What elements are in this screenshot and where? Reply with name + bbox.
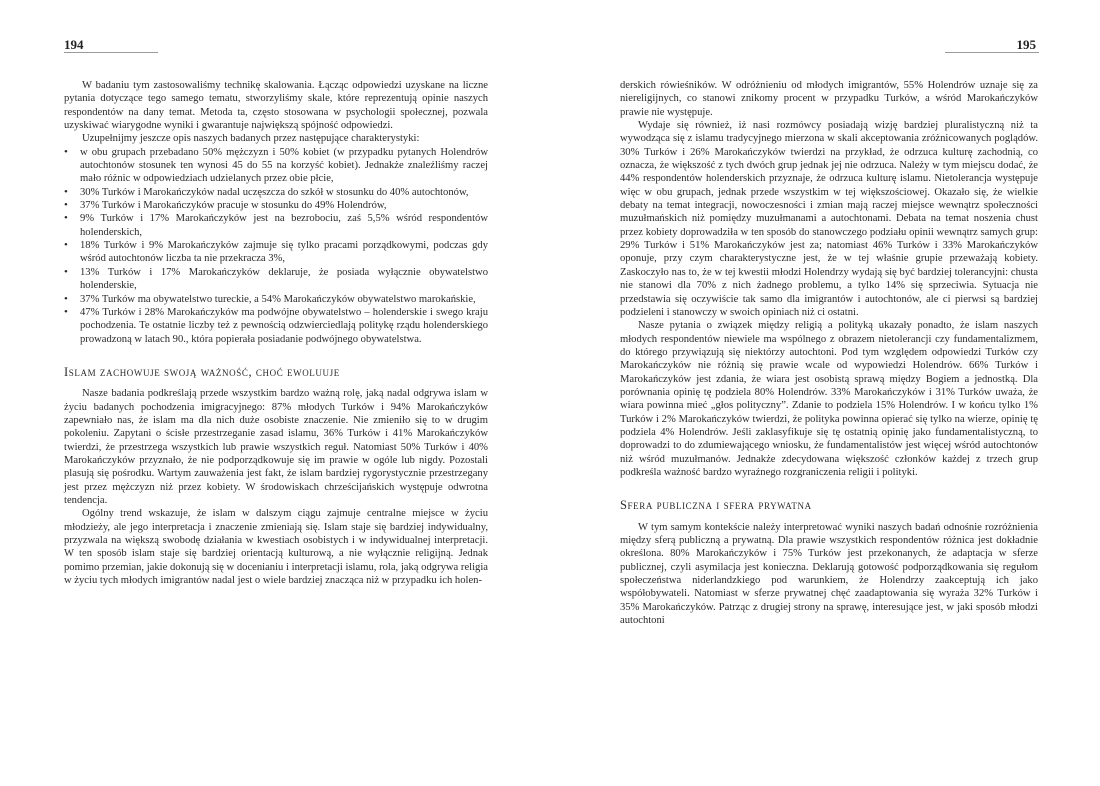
paragraph: Wydaje się również, iż nasi rozmówcy posiadają wizję bardziej pluralistyczną niż ta wywodząca się z islamu tradycyjnego mierzona w skali akceptowania zróżnicowanych poglądów. 30% Turków i 26% Marokańczyków twierdzi na przykład, że odrzuca kulturę zachodnią, co oznacza, że większość z tych dwóch grup jednak jej nie odrzuca. Należy w tym miejscu dodać, że 44% respondentów holenderskich przyznaje, że odrzuca kulturę islamu. Nietolerancja występuje więc w obu grupach, jednak przede wszystkim w tej większościowej. Okazało się, że wielkie debaty na temat integracji, nowoczesności i zmian mają raczej miejsce wewnątrz społeczności muzułmańskich niż pomiędzy muzułmanami a autochtonami. Debata na temat noszenia chust przez kobiety doprowadziła w ten sposób do stanowczego podziału opinii wewnątrz samych grup: 29% Turków i 51% Marokańczyków jest za; natomiast 46% Turków i 33% Marokańczyków oponuje, przy czym charakterystyczne jest, że w tej właśnie grupie przeważają kobiety. Zaskoczyło nas to, że w tej kwestii młodzi Holendrzy wydają się być bardziej tolerancyjni: chusta nie stanowi dla 70% z nich żadnego problemu, a tylko 14% się sprzeciwia. Sytuacja nie przedstawia się oczywiście tak samo dla imigrantów i autochtonów, ale ci pierwsi są bardziej podzieleni i stanowczy w swoich opiniach niż ci ostatni. xyxy=(620,120,1038,318)
right-page xyxy=(550,0,1100,786)
paragraph: Nasze badania podkreślają przede wszystkim bardzo ważną rolę, jaką nadal odgrywa islam w życiu badanych pochodzenia imigracyjnego: 87% młodych Turków i 94% Marokańczyków zapewniało nas, że islam ma dla nich duże osobiste znaczenie. Nie zmieniło się to w drugim pokoleniu. Zapytani o ścisłe przestrzeganie zasad islamu, 36% Turków i 41% Marokańczyków twierdzi, że przestrzega wszystkich lub prawie wszystkich reguł. Natomiast 50% Turków i 40% Marokańczyków przyznało, że nie podporządkowuje się im prawie w ogóle lub nigdy. Pozostali plasują się pośrodku. Wartym zauważenia jest fakt, że islam bardziej rygorystycznie przestrzegany jest przez mężczyzn niż przez kobiety. W środowiskach chrześcijańskich występuje odwrotna tendencja. xyxy=(64,388,488,506)
paragraph: W badaniu tym zastosowaliśmy technikę skalowania. Łącząc odpowiedzi uzyskane na liczne pytania dotyczące tego samego tematu, stworzyliśmy skale, które reprezentują opinie naszych respondentów na dany temat. Metoda ta, często stosowana w psychologii społecznej, pozwala uzyskiwać wiarygodne wyniki i gwarantuje największą spójność odpowiedzi. xyxy=(64,80,488,132)
list-item: • 9% Turków i 17% Marokańczyków jest na bezrobociu, zaś 5,5% wśród respondentów holenderskich, xyxy=(80,212,488,239)
paragraph: Uzupełnijmy jeszcze opis naszych badanych przez następujące charakterystyki: xyxy=(82,133,420,145)
list-item: • 18% Turków i 9% Marokańczyków zajmuje się tylko pracami porządkowymi, podczas gdy wśród autochtonów liczba ta nie przekracza 3%, xyxy=(80,239,488,266)
list-item: • 13% Turków i 17% Marokańczyków deklaruje, że posiada wyłącznie obywatelstwo holenderskie, xyxy=(80,266,488,293)
left-page-body xyxy=(64,79,488,587)
header-rule-left xyxy=(64,52,158,53)
header-rule-right xyxy=(945,52,1039,53)
section-heading: Sfera publiczna i sfera prywatna xyxy=(620,498,812,513)
right-page-body xyxy=(620,79,1038,627)
page-number-right: 195 xyxy=(1016,37,1036,52)
paragraph: W tym samym kontekście należy interpretować wyniki naszych badań odnośnie rozróżnienia między sferą publiczną a prywatną. Dla prawie wszystkich respondentów różnica jest dokładnie określona. 80% Marokańczyków i 75% Turków jest przekonanych, że adaptacja w sferze publicznej, czyli asymilacja jest konieczna. Deklarują gotowość podporządkowania się regułom społeczeństwa niderlandzkiego pod warunkiem, że Holendrzy zaakceptują ich jako współobywateli. Natomiast w sferze prywatnej chęć zaadaptowania się wyraża 32% Turków i 35% Marokańczyków. Patrząc z drugiej strony na sprawę, interesujące jest, w jaki sposób młodzi autochtoni xyxy=(620,521,1038,627)
list-item: • 37% Turków i Marokańczyków pracuje w stosunku do 49% Holendrów, xyxy=(80,199,488,212)
page-number-left: 194 xyxy=(64,37,84,52)
characteristics-list xyxy=(64,146,488,346)
list-item: • 37% Turków ma obywatelstwo tureckie, a 54% Marokańczyków obywatelstwo marokańskie, xyxy=(80,293,488,306)
paragraph: Ogólny trend wskazuje, że islam w dalszym ciągu zajmuje centralne miejsce w życiu młodzieży, ale jego interpretacja i znaczenie zmieniają się. Islam staje się bardziej indywidualny, przyzwala na większą swobodę działania w kwestiach osobistych i w indywidualnej interpretacji. W ten sposób islam staje się bardziej orientacją kulturową, a nie wyłącznie religijną. Jednak pomimo przemian, jakie dokonują się w docenianiu i interpretacji islamu, rola, jaką odgrywa religia w życiu tych młodych imigrantów nadal jest o wiele bardziej znacząca niż w przypadku ich holen- xyxy=(64,508,488,587)
list-item: • 47% Turków i 28% Marokańczyków ma podwójne obywatelstwo – holenderskie i swego kraju pochodzenia. Te ostatnie liczby też z pewnością odzwierciedlają politykę rządu holenderskiego prowadzoną w latach 90., która popierała posiadanie podwójnego obywatelstwa. xyxy=(80,306,488,346)
paragraph: derskich rówieśników. W odróżnieniu od młodych imigrantów, 55% Holendrów uznaje się za niereligijnych, co stanowi znikomy procent w przypadku Turków, a wśród Marokańczyków prawie nie występuje. xyxy=(620,80,1038,118)
section-heading: Islam zachowuje swoją ważność, choć ewoluuje xyxy=(64,364,340,379)
list-item: • 30% Turków i Marokańczyków nadal uczęszcza do szkół w stosunku do 40% autochtonów, xyxy=(80,186,488,199)
list-item: • w obu grupach przebadano 50% mężczyzn i 50% kobiet (w przypadku pytanych Holendrów autochtonów stosunek ten wynosi 45 do 55 na korzyść kobiet). Jednakże znaleźliśmy raczej mało różnic w odpowiedziach udzielanych przez obie płcie, xyxy=(80,146,488,186)
paragraph: Nasze pytania o związek między religią a polityką ukazały ponadto, że islam naszych młodych respondentów niewiele ma wspólnego z obrazem nietolerancji czy fundamentalizmem, do którego przywiązują się niektórzy autochtoni. Pod tym względem odpowiedzi Turków czy Marokańczyków nie różnią się prawie wcale od wypowiedzi Holendrów. 66% Turków i Marokańczyków jest zdania, że wiara jest osobistą sprawą między Bogiem a jednostką. Dla porównania opinię tę podziela 80% Holendrów. 33% Marokańczyków i 31% Turków uważa, że wiara powinna mieć „głos polityczny”. Zdanie to podziela 15% Holendrów. I w końcu tylko 1% Turków i 2% Marokańczyków twierdzi, że polityka powinna opierać się tylko na wierze, opinię tę podziela 4% Holendrów. Jeśli zaklasyfikuje się tę ostatnią opinię jako fundamentalistyczną, to doprowadzi to do zdumiewającego wniosku, że fundamentalistów jest więcej wśród autochtonów niż wśród muzułmanów. Jednakże zdecydowana większość członków każdej z trzech grup podkreśla ważność bardzo wyraźnego rozgraniczenia religii i polityki. xyxy=(620,320,1038,478)
